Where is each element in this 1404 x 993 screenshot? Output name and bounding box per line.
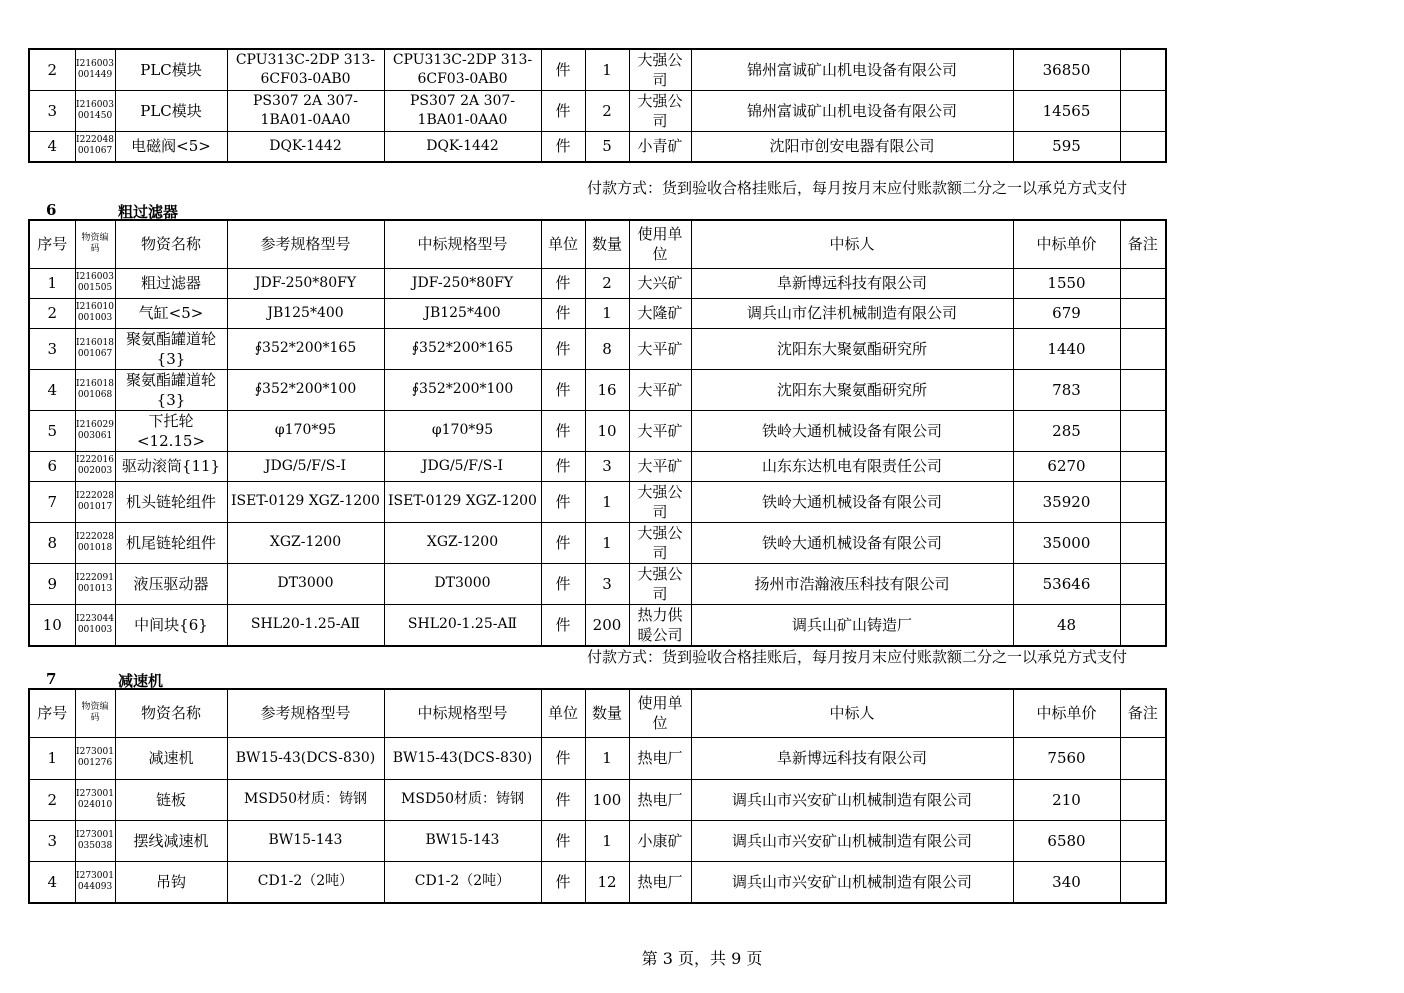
section7-table-body — [29, 737, 1166, 903]
cell-no: 2 — [29, 298, 75, 328]
cell-price: 48 — [1013, 604, 1120, 646]
table-row — [29, 132, 1166, 162]
cell-dept: 热电厂 — [629, 861, 691, 903]
cell-dept: 大平矿 — [629, 410, 691, 451]
section6-payment: 付款方式：货到验收合格挂账后，每月按月末应付账款额二分之一以承兑方式支付 — [587, 179, 1128, 197]
cell-price: 679 — [1013, 298, 1120, 328]
header-dept: 使用单位 — [629, 220, 691, 268]
cell-qty: 8 — [585, 328, 629, 369]
cell-name: PLC模块 — [115, 91, 227, 132]
cell-code: I273001 001276 — [75, 737, 115, 779]
table-row — [29, 820, 1166, 861]
cell-price: 210 — [1013, 779, 1120, 820]
table-row — [29, 268, 1166, 298]
header-unit: 单位 — [541, 220, 585, 268]
table-row — [29, 451, 1166, 481]
page-footer: 第 3 页，共 9 页 — [641, 949, 763, 968]
table-row — [29, 779, 1166, 820]
cell-dept: 大强公司 — [629, 91, 691, 132]
cell-no: 10 — [29, 604, 75, 646]
cell-unit: 件 — [541, 604, 585, 646]
cell-bid-spec: SHL20-1.25-AⅡ — [384, 604, 541, 646]
header-qty: 数量 — [585, 689, 629, 737]
cell-qty: 100 — [585, 779, 629, 820]
table-row — [29, 481, 1166, 522]
cell-no: 6 — [29, 451, 75, 481]
cell-code: I222091 001013 — [75, 563, 115, 604]
cell-dept: 小康矿 — [629, 820, 691, 861]
header-qty: 数量 — [585, 220, 629, 268]
cell-note — [1120, 451, 1166, 481]
cell-unit: 件 — [541, 298, 585, 328]
cell-winner: 沈阳东大聚氨酯研究所 — [691, 369, 1013, 410]
cell-unit: 件 — [541, 328, 585, 369]
cell-code: I223044 001003 — [75, 604, 115, 646]
cell-note — [1120, 481, 1166, 522]
cell-qty: 1 — [585, 522, 629, 563]
cell-code: I216018 001068 — [75, 369, 115, 410]
cell-name: 聚氨酯罐道轮{3} — [115, 328, 227, 369]
cell-note — [1120, 410, 1166, 451]
header-dept: 使用单位 — [629, 689, 691, 737]
cell-qty: 200 — [585, 604, 629, 646]
cell-name: 中间块{6} — [115, 604, 227, 646]
cell-dept: 大强公司 — [629, 481, 691, 522]
cell-note — [1120, 49, 1166, 91]
cell-price: 35000 — [1013, 522, 1120, 563]
cell-ref-spec: BW15-143 — [227, 820, 384, 861]
cell-qty: 3 — [585, 451, 629, 481]
cell-note — [1120, 328, 1166, 369]
cell-qty: 1 — [585, 49, 629, 91]
cell-dept: 大平矿 — [629, 451, 691, 481]
cell-qty: 2 — [585, 91, 629, 132]
cell-qty: 1 — [585, 481, 629, 522]
cell-code: I222016 002003 — [75, 451, 115, 481]
header-no: 序号 — [29, 689, 75, 737]
header-no: 序号 — [29, 220, 75, 268]
cell-bid-spec: XGZ-1200 — [384, 522, 541, 563]
cell-price: 285 — [1013, 410, 1120, 451]
cell-name: 机尾链轮组件 — [115, 522, 227, 563]
cell-bid-spec: ISET-0129 XGZ-1200 — [384, 481, 541, 522]
header-winner: 中标人 — [691, 220, 1013, 268]
cell-dept: 热电厂 — [629, 737, 691, 779]
cell-name: 吊钩 — [115, 861, 227, 903]
cell-no: 4 — [29, 369, 75, 410]
table-row — [29, 410, 1166, 451]
cell-bid-spec: MSD50材质：铸钢 — [384, 779, 541, 820]
cell-bid-spec: φ170*95 — [384, 410, 541, 451]
cell-price: 340 — [1013, 861, 1120, 903]
cell-no: 2 — [29, 779, 75, 820]
cell-winner: 沈阳东大聚氨酯研究所 — [691, 328, 1013, 369]
header-ref-spec: 参考规格型号 — [227, 220, 384, 268]
cell-qty: 2 — [585, 268, 629, 298]
header-code: 物资编码 — [75, 220, 115, 268]
cell-qty: 1 — [585, 737, 629, 779]
table-row — [29, 49, 1166, 91]
cell-unit: 件 — [541, 779, 585, 820]
cell-ref-spec: ∮352*200*100 — [227, 369, 384, 410]
cell-code: I273001 044093 — [75, 861, 115, 903]
table-row — [29, 91, 1166, 132]
cell-code: I216018 001067 — [75, 328, 115, 369]
cell-bid-spec: DT3000 — [384, 563, 541, 604]
cell-qty: 3 — [585, 563, 629, 604]
cell-note — [1120, 604, 1166, 646]
cell-name: PLC模块 — [115, 49, 227, 91]
header-unit: 单位 — [541, 689, 585, 737]
cell-name: 液压驱动器 — [115, 563, 227, 604]
cell-no: 4 — [29, 861, 75, 903]
section6-title: 粗过滤器 — [118, 203, 179, 221]
cell-price: 7560 — [1013, 737, 1120, 779]
cell-unit: 件 — [541, 481, 585, 522]
cell-price: 35920 — [1013, 481, 1120, 522]
cell-name: 粗过滤器 — [115, 268, 227, 298]
table-row — [29, 861, 1166, 903]
cell-note — [1120, 268, 1166, 298]
header-note: 备注 — [1120, 689, 1166, 737]
top-table — [28, 48, 1167, 163]
cell-bid-spec: JB125*400 — [384, 298, 541, 328]
cell-no: 5 — [29, 410, 75, 451]
cell-dept: 热电厂 — [629, 779, 691, 820]
cell-ref-spec: ∮352*200*165 — [227, 328, 384, 369]
cell-dept: 大强公司 — [629, 563, 691, 604]
cell-unit: 件 — [541, 522, 585, 563]
cell-winner: 调兵山市兴安矿山机械制造有限公司 — [691, 779, 1013, 820]
header-price: 中标单价 — [1013, 689, 1120, 737]
header-code: 物资编码 — [75, 689, 115, 737]
cell-winner: 铁岭大通机械设备有限公司 — [691, 522, 1013, 563]
cell-bid-spec: ∮352*200*100 — [384, 369, 541, 410]
cell-code: I273001 024010 — [75, 779, 115, 820]
cell-ref-spec: MSD50材质：铸钢 — [227, 779, 384, 820]
cell-name: 链板 — [115, 779, 227, 820]
cell-unit: 件 — [541, 410, 585, 451]
cell-unit: 件 — [541, 820, 585, 861]
cell-note — [1120, 563, 1166, 604]
cell-name: 驱动滚筒{11} — [115, 451, 227, 481]
top-table-body — [29, 49, 1166, 162]
cell-code: I216003 001449 — [75, 49, 115, 91]
cell-ref-spec: DQK-1442 — [227, 132, 384, 162]
cell-code: I222028 001017 — [75, 481, 115, 522]
cell-no: 4 — [29, 132, 75, 162]
cell-code: I216003 001450 — [75, 91, 115, 132]
cell-note — [1120, 861, 1166, 903]
cell-winner: 锦州富诚矿山机电设备有限公司 — [691, 49, 1013, 91]
cell-no: 1 — [29, 737, 75, 779]
table-row — [29, 328, 1166, 369]
cell-name: 电磁阀<5> — [115, 132, 227, 162]
cell-bid-spec: CPU313C-2DP 313-6CF03-0AB0 — [384, 49, 541, 91]
cell-code: I216029 003061 — [75, 410, 115, 451]
cell-code: I216010 001003 — [75, 298, 115, 328]
cell-dept: 热力供暖公司 — [629, 604, 691, 646]
table-row — [29, 522, 1166, 563]
cell-price: 36850 — [1013, 49, 1120, 91]
cell-note — [1120, 298, 1166, 328]
cell-unit: 件 — [541, 49, 585, 91]
cell-dept: 大强公司 — [629, 49, 691, 91]
cell-qty: 5 — [585, 132, 629, 162]
section7-number: 7 — [46, 670, 57, 688]
cell-qty: 1 — [585, 298, 629, 328]
cell-winner: 铁岭大通机械设备有限公司 — [691, 481, 1013, 522]
header-name: 物资名称 — [115, 220, 227, 268]
cell-bid-spec: JDF-250*80FY — [384, 268, 541, 298]
cell-unit: 件 — [541, 451, 585, 481]
cell-ref-spec: JDF-250*80FY — [227, 268, 384, 298]
cell-no: 3 — [29, 820, 75, 861]
cell-ref-spec: SHL20-1.25-AⅡ — [227, 604, 384, 646]
header-bid-spec: 中标规格型号 — [384, 689, 541, 737]
cell-price: 6580 — [1013, 820, 1120, 861]
cell-code: I222028 001018 — [75, 522, 115, 563]
cell-dept: 大强公司 — [629, 522, 691, 563]
cell-dept: 大兴矿 — [629, 268, 691, 298]
cell-code: I216003 001505 — [75, 268, 115, 298]
cell-dept: 大平矿 — [629, 328, 691, 369]
section6-table-body — [29, 268, 1166, 646]
cell-no: 9 — [29, 563, 75, 604]
cell-code: I222048 001067 — [75, 132, 115, 162]
cell-ref-spec: CD1-2（2吨） — [227, 861, 384, 903]
section7-table — [28, 688, 1167, 904]
cell-note — [1120, 820, 1166, 861]
cell-name: 机头链轮组件 — [115, 481, 227, 522]
cell-unit: 件 — [541, 369, 585, 410]
cell-qty: 12 — [585, 861, 629, 903]
cell-unit: 件 — [541, 737, 585, 779]
cell-ref-spec: BW15-43(DCS-830) — [227, 737, 384, 779]
cell-no: 2 — [29, 49, 75, 91]
cell-winner: 阜新博远科技有限公司 — [691, 737, 1013, 779]
cell-price: 1440 — [1013, 328, 1120, 369]
cell-dept: 小青矿 — [629, 132, 691, 162]
cell-unit: 件 — [541, 861, 585, 903]
cell-winner: 阜新博远科技有限公司 — [691, 268, 1013, 298]
header-row — [29, 689, 1166, 737]
cell-code: I273001 035038 — [75, 820, 115, 861]
header-ref-spec: 参考规格型号 — [227, 689, 384, 737]
cell-note — [1120, 779, 1166, 820]
cell-price: 1550 — [1013, 268, 1120, 298]
cell-bid-spec: BW15-143 — [384, 820, 541, 861]
cell-no: 3 — [29, 328, 75, 369]
cell-no: 3 — [29, 91, 75, 132]
cell-ref-spec: XGZ-1200 — [227, 522, 384, 563]
cell-winner: 调兵山市亿沣机械制造有限公司 — [691, 298, 1013, 328]
cell-winner: 锦州富诚矿山机电设备有限公司 — [691, 91, 1013, 132]
header-note: 备注 — [1120, 220, 1166, 268]
cell-qty: 16 — [585, 369, 629, 410]
cell-name: 聚氨酯罐道轮{3} — [115, 369, 227, 410]
cell-note — [1120, 737, 1166, 779]
cell-unit: 件 — [541, 268, 585, 298]
section6-table — [28, 219, 1167, 647]
cell-winner: 调兵山市兴安矿山机械制造有限公司 — [691, 820, 1013, 861]
cell-name: 气缸<5> — [115, 298, 227, 328]
cell-bid-spec: CD1-2（2吨） — [384, 861, 541, 903]
cell-bid-spec: DQK-1442 — [384, 132, 541, 162]
cell-no: 8 — [29, 522, 75, 563]
cell-unit: 件 — [541, 132, 585, 162]
cell-ref-spec: ISET-0129 XGZ-1200 — [227, 481, 384, 522]
section7-title: 减速机 — [118, 672, 164, 690]
cell-qty: 10 — [585, 410, 629, 451]
table-row — [29, 737, 1166, 779]
cell-no: 7 — [29, 481, 75, 522]
section6-header — [29, 220, 1166, 268]
header-winner: 中标人 — [691, 689, 1013, 737]
cell-no: 1 — [29, 268, 75, 298]
section7-payment: 付款方式：货到验收合格挂账后，每月按月末应付账款额二分之一以承兑方式支付 — [587, 648, 1128, 666]
cell-winner: 调兵山矿山铸造厂 — [691, 604, 1013, 646]
cell-bid-spec: BW15-43(DCS-830) — [384, 737, 541, 779]
cell-name: 摆线减速机 — [115, 820, 227, 861]
cell-bid-spec: JDG/5/F/S-I — [384, 451, 541, 481]
cell-name: 减速机 — [115, 737, 227, 779]
cell-winner: 铁岭大通机械设备有限公司 — [691, 410, 1013, 451]
cell-price: 6270 — [1013, 451, 1120, 481]
cell-dept: 大隆矿 — [629, 298, 691, 328]
table-row — [29, 563, 1166, 604]
cell-qty: 1 — [585, 820, 629, 861]
header-row — [29, 220, 1166, 268]
cell-note — [1120, 369, 1166, 410]
cell-ref-spec: PS307 2A 307-1BA01-0AA0 — [227, 91, 384, 132]
cell-price: 783 — [1013, 369, 1120, 410]
cell-dept: 大平矿 — [629, 369, 691, 410]
cell-name: 下托轮<12.15> — [115, 410, 227, 451]
cell-bid-spec: PS307 2A 307-1BA01-0AA0 — [384, 91, 541, 132]
cell-ref-spec: JDG/5/F/S-I — [227, 451, 384, 481]
section7-header — [29, 689, 1166, 737]
cell-ref-spec: JB125*400 — [227, 298, 384, 328]
cell-unit: 件 — [541, 563, 585, 604]
cell-note — [1120, 132, 1166, 162]
cell-note — [1120, 522, 1166, 563]
header-bid-spec: 中标规格型号 — [384, 220, 541, 268]
table-row — [29, 604, 1166, 646]
cell-bid-spec: ∮352*200*165 — [384, 328, 541, 369]
cell-price: 53646 — [1013, 563, 1120, 604]
cell-note — [1120, 91, 1166, 132]
cell-winner: 沈阳市创安电器有限公司 — [691, 132, 1013, 162]
cell-price: 595 — [1013, 132, 1120, 162]
cell-ref-spec: CPU313C-2DP 313-6CF03-0AB0 — [227, 49, 384, 91]
cell-unit: 件 — [541, 91, 585, 132]
table-row — [29, 369, 1166, 410]
cell-winner: 调兵山市兴安矿山机械制造有限公司 — [691, 861, 1013, 903]
header-name: 物资名称 — [115, 689, 227, 737]
table-row — [29, 298, 1166, 328]
cell-ref-spec: φ170*95 — [227, 410, 384, 451]
cell-price: 14565 — [1013, 91, 1120, 132]
cell-ref-spec: DT3000 — [227, 563, 384, 604]
cell-winner: 扬州市浩瀚液压科技有限公司 — [691, 563, 1013, 604]
cell-winner: 山东东达机电有限责任公司 — [691, 451, 1013, 481]
section6-number: 6 — [46, 201, 57, 219]
header-price: 中标单价 — [1013, 220, 1120, 268]
